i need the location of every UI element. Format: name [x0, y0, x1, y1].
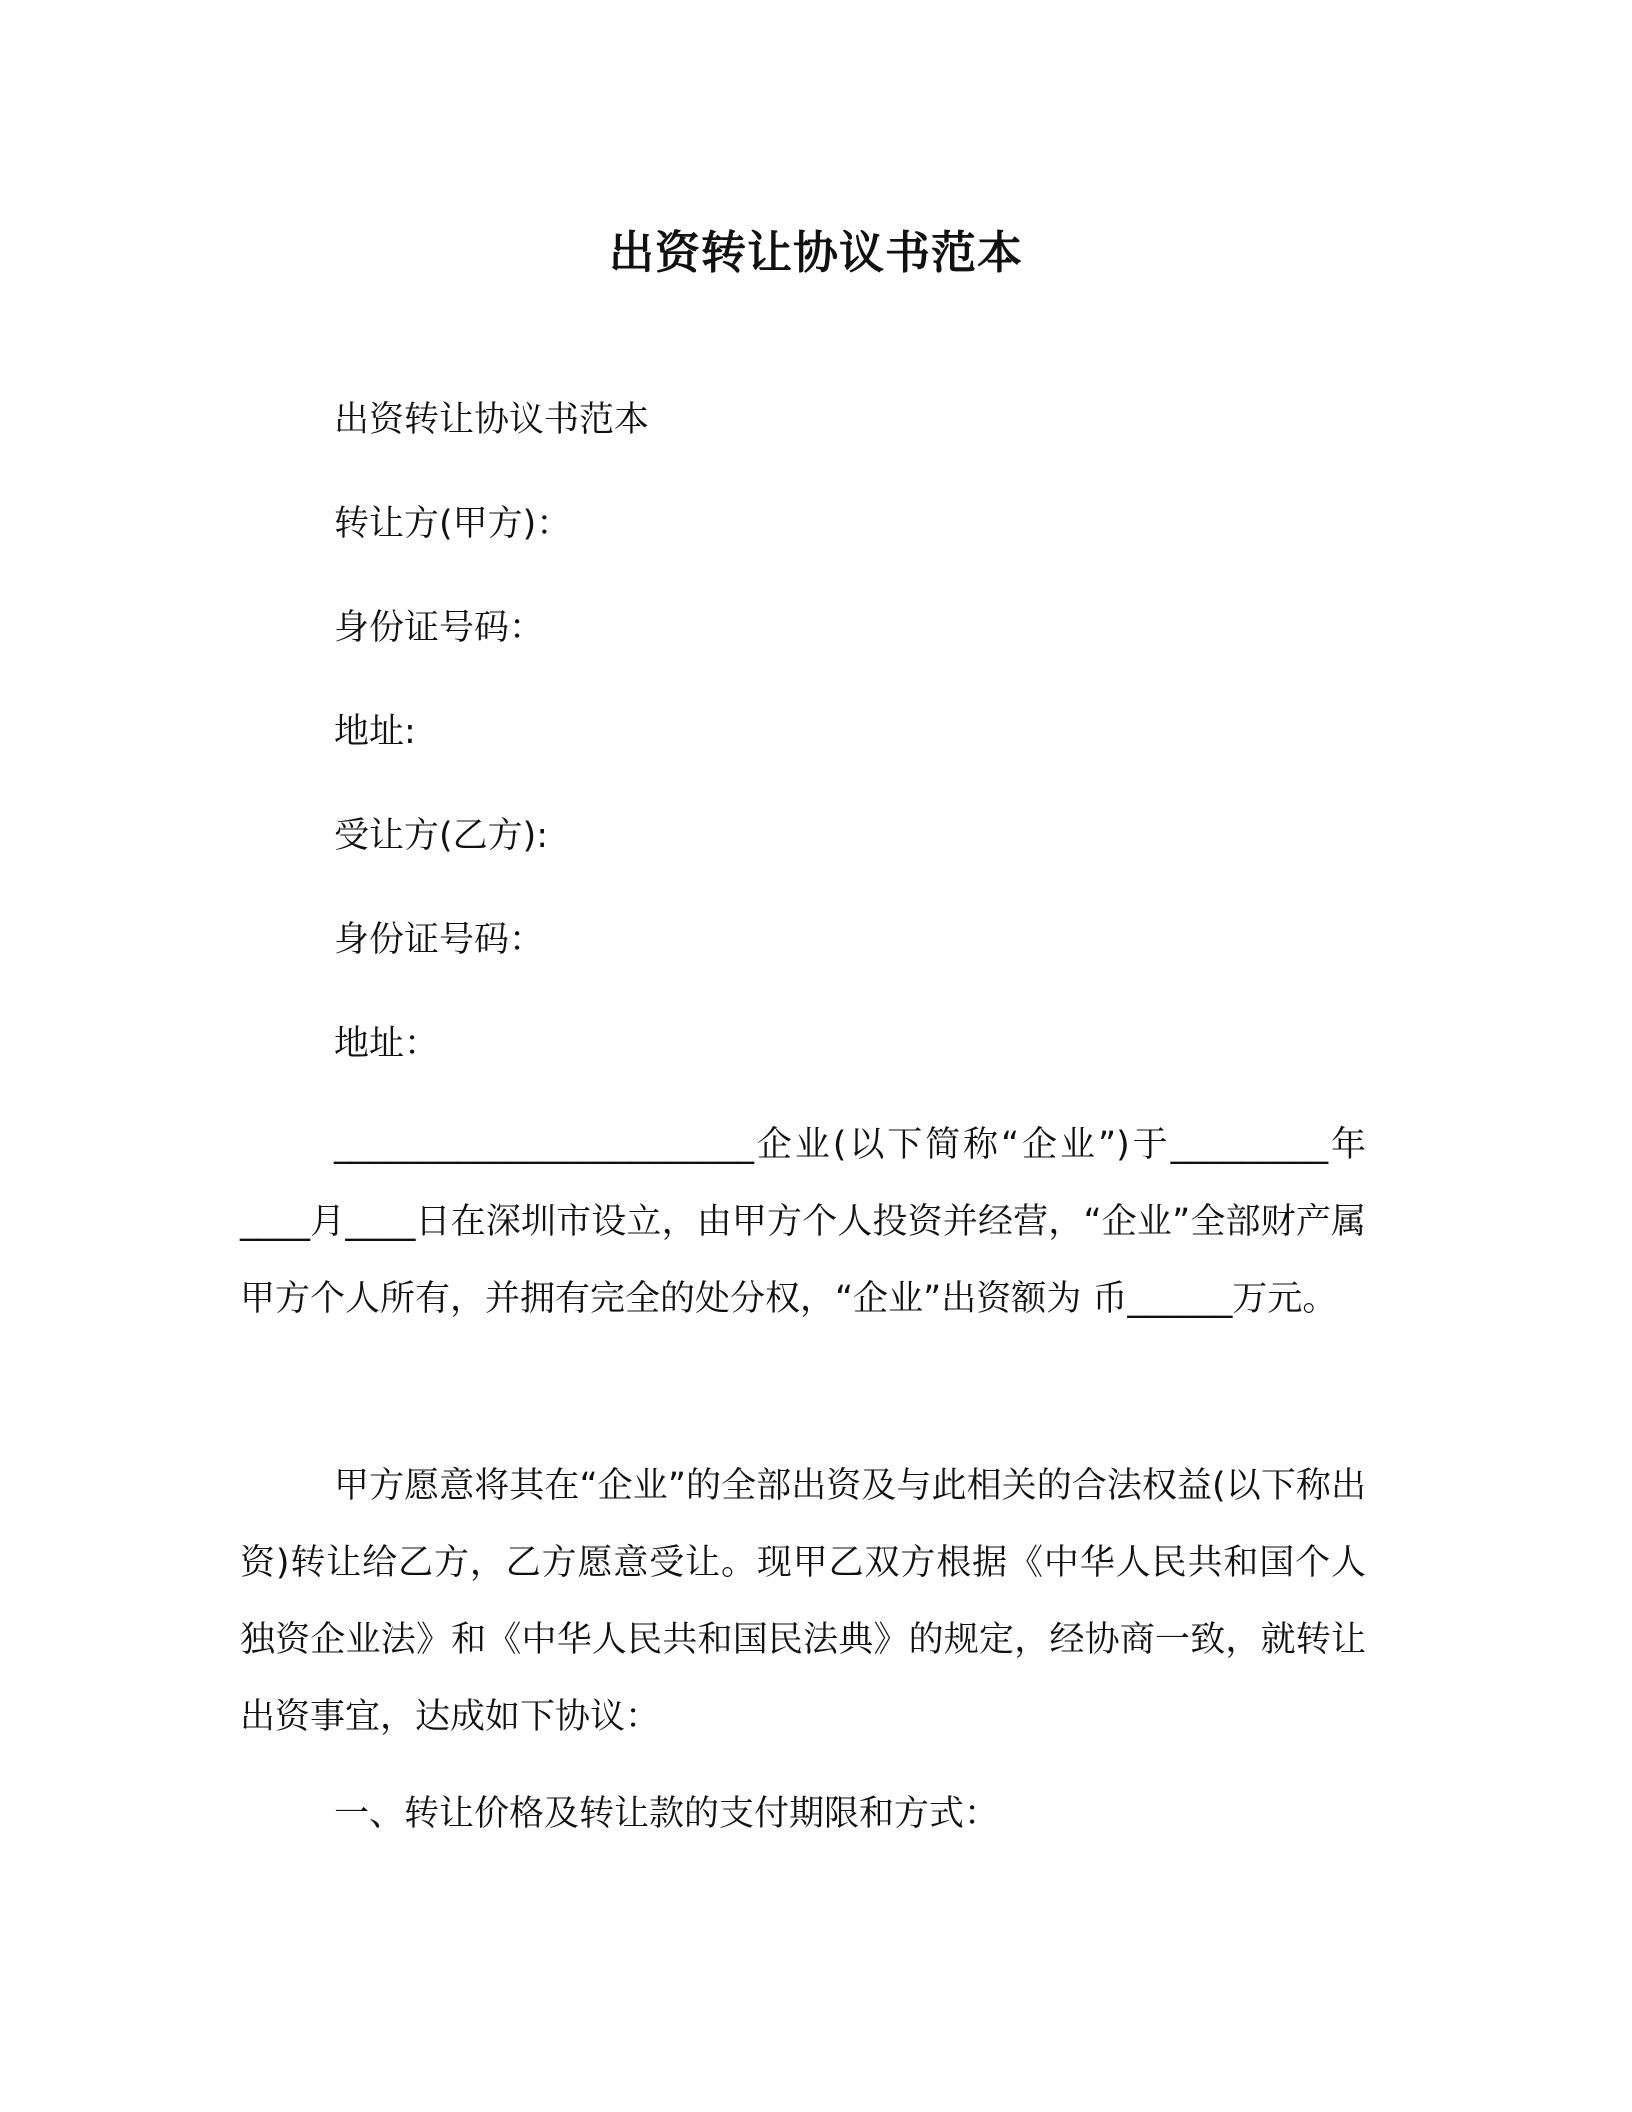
party-b-address-label: 地址： [334, 1024, 440, 1064]
party-b-id-label: 身份证号码： [334, 920, 545, 960]
transfer-intent-paragraph: 甲方愿意将其在“企业”的全部出资及与此相关的合法权益(以下称出资)转让给乙方，乙方愿意受让。现甲乙双方根据《中华人民共和国个人独资企业法》和《中华人民共和国民法典》的规定，经协商一致，就转让出资事宜，达成如下协议： [240, 1466, 1366, 1737]
document-title: 出资转让协议书范本 [608, 226, 1023, 279]
party-a-label: 转让方(甲方)： [334, 504, 572, 544]
party-a-id-label: 身份证号码： [334, 608, 545, 648]
party-b-label: 受让方(乙方): [334, 816, 549, 856]
enterprise-paragraph: ________________________企业(以下简称“企业”)于_________年____月____日在深圳市设立，由甲方个人投资并经营，“企业”全部财产属甲方个人所有，并拥有完全的处分权，“企业”出资额为 币______万元。 [240, 1125, 1366, 1319]
party-a-address-label: 地址: [334, 712, 416, 752]
section-1-heading: 一、转让价格及转让款的支付期限和方式： [334, 1794, 1000, 1834]
document-subtitle: 出资转让协议书范本 [334, 400, 650, 440]
